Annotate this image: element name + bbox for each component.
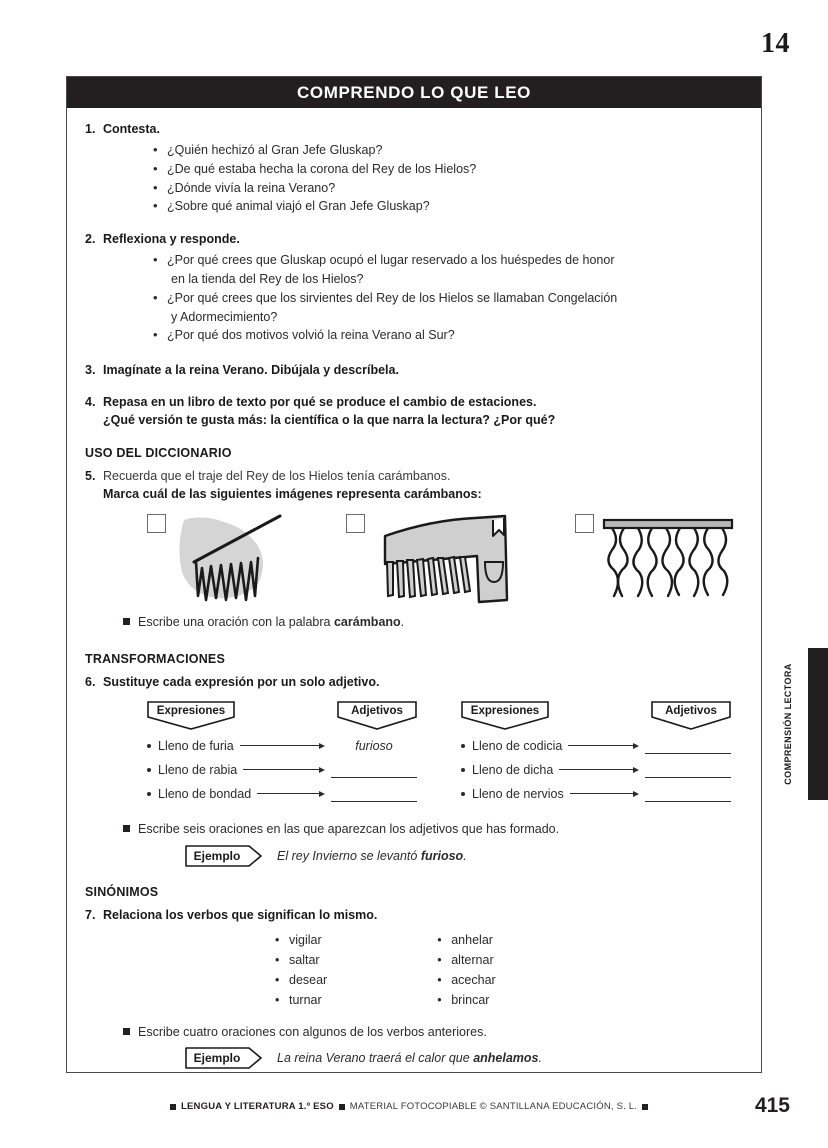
bullet-dot-icon — [461, 768, 465, 772]
exercise-2-title: Reflexiona y responde. — [103, 232, 240, 247]
list-item-line2: en la tienda del Rey de los Hielos? — [171, 272, 364, 286]
list-item[interactable]: • acechar — [437, 970, 495, 990]
tab-label-expresiones: Expresiones — [470, 704, 540, 717]
example-text-1-pre: El rey Invierno se levantó — [277, 848, 421, 863]
square-bullet-icon — [339, 1104, 345, 1110]
adjective-answer-blank[interactable] — [331, 762, 417, 778]
exercise-1 — [85, 120, 743, 216]
exercise-2-questions — [85, 251, 743, 345]
square-bullet-icon — [170, 1104, 176, 1110]
transformations-right-rows — [461, 736, 731, 804]
list-item[interactable]: • anhelar — [437, 930, 495, 950]
square-bullet-icon — [642, 1104, 648, 1110]
checkbox-option-3[interactable] — [575, 514, 594, 533]
transformations-left-rows — [147, 736, 417, 804]
list-item — [153, 289, 743, 327]
list-item: • ¿De qué estaba hecha la corona del Rey de los Hielos? — [153, 160, 743, 179]
exercise-1-number: 1. — [85, 122, 96, 136]
list-item[interactable]: • saltar — [275, 950, 327, 970]
example-text-2-pre: La reina Verano traerá el calor que — [277, 1051, 474, 1066]
instruction-seis-oraciones — [123, 820, 743, 839]
exercise-2-head — [85, 230, 743, 248]
exercise-3 — [85, 361, 743, 379]
synonyms-column-2 — [437, 930, 495, 1011]
expression-text: Lleno de dicha — [472, 762, 554, 777]
tab-label-adjetivos: Adjetivos — [665, 704, 717, 717]
example-text-1-post: . — [463, 848, 467, 863]
transformations-tables — [147, 701, 743, 808]
checkbox-option-1[interactable] — [147, 514, 166, 533]
example-label-2: Ejemplo — [193, 1051, 241, 1066]
table-row — [461, 736, 731, 756]
icicles-roof-icon — [172, 512, 290, 607]
bullet-dot-icon — [147, 792, 151, 796]
example-text-2 — [277, 1051, 542, 1065]
table-row — [461, 760, 731, 780]
list-item: • ¿Quién hechizó al Gran Jefe Gluskap? — [153, 141, 743, 160]
exercise-7 — [85, 906, 743, 924]
table-row — [147, 784, 417, 804]
arrow-icon — [237, 767, 331, 773]
list-item-line2: y Adormecimiento? — [171, 309, 278, 324]
exercise-1-questions — [85, 141, 743, 216]
instruction-carambano-post: . — [400, 614, 405, 629]
example-text-1-bold: furioso — [420, 848, 464, 863]
exercise-3-number: 3. — [85, 363, 96, 377]
square-bullet-icon — [123, 825, 130, 832]
banner-title: COMPRENDO LO QUE LEO — [67, 77, 761, 108]
page-number-bottom: 415 — [754, 1094, 790, 1117]
footer-part1: LENGUA Y LITERATURA 1.º ESO — [181, 1101, 334, 1112]
adjective-answer[interactable]: furioso — [355, 738, 393, 753]
list-item[interactable]: • brincar — [437, 990, 495, 1010]
table-row — [461, 784, 731, 804]
arrow-icon — [251, 791, 331, 797]
example-row-2 — [185, 1047, 743, 1069]
list-item[interactable]: • alternar — [437, 950, 495, 970]
instruction-carambano — [123, 613, 743, 632]
image-option-2[interactable] — [346, 512, 519, 607]
image-option-3[interactable] — [575, 512, 738, 607]
exercise-3-title: Imagínate a la reina Verano. Dibújala y descríbela. — [103, 363, 399, 377]
tab-adjetivos-right — [651, 701, 731, 730]
table-row — [147, 760, 417, 780]
footer-part2: MATERIAL FOTOCOPIABLE © SANTILLANA EDUCACIÓN, S. L. — [349, 1101, 638, 1112]
expression-text: Lleno de nervios — [472, 786, 564, 801]
exercise-6-number: 6. — [85, 674, 96, 689]
section-heading-sinonimos: SINÓNIMOS — [85, 884, 159, 899]
expression-text: Lleno de codicia — [472, 738, 563, 753]
arrow-icon — [562, 743, 645, 749]
example-text-2-post: . — [538, 1051, 542, 1066]
exercise-7-head — [85, 906, 743, 924]
transformations-right-headers — [461, 701, 731, 730]
adjective-answer-blank[interactable] — [331, 786, 417, 802]
transformations-left-block — [147, 701, 417, 808]
transformations-right-block — [461, 701, 731, 808]
tab-expresiones-left — [147, 701, 235, 730]
arrow-icon — [564, 791, 645, 797]
fringed-banner-icon — [371, 512, 519, 607]
table-row — [147, 736, 417, 756]
adjective-answer-blank[interactable] — [645, 786, 731, 802]
tab-label-adjetivos: Adjetivos — [351, 704, 403, 717]
instruction-cuatro-oraciones-text: Escribe cuatro oraciones con algunos de los verbos anteriores. — [138, 1024, 487, 1039]
example-row-1 — [185, 845, 743, 867]
exercise-5-number: 5. — [85, 469, 96, 483]
bullet-dot-icon — [461, 792, 465, 796]
arrow-icon — [553, 767, 645, 773]
exercise-6-head — [85, 673, 743, 691]
image-option-1[interactable] — [147, 512, 290, 607]
synonyms-column-1 — [275, 930, 327, 1011]
worksheet-content — [67, 108, 761, 1069]
instruction-carambano-bold: carámbano — [333, 614, 401, 629]
exercise-4-number: 4. — [85, 395, 96, 410]
section-heading-transformaciones: TRANSFORMACIONES — [85, 651, 226, 666]
checkbox-option-2[interactable] — [346, 514, 365, 533]
exercise-4-head — [85, 393, 743, 411]
arrow-icon — [234, 743, 331, 749]
synonyms-columns — [275, 930, 743, 1011]
example-label-1: Ejemplo — [193, 848, 241, 863]
exercise-5-line2: Marca cuál de las siguientes imágenes representa carámbanos: — [103, 487, 482, 502]
example-text-2-bold: anhelamos — [473, 1051, 539, 1066]
exercise-2-number: 2. — [85, 232, 96, 247]
exercise-4-title: Repasa en un libro de texto por qué se produce el cambio de estaciones. — [103, 395, 537, 410]
footer-credit — [170, 1101, 648, 1112]
exercise-6 — [85, 673, 743, 691]
list-item[interactable]: • turnar — [275, 990, 327, 1010]
square-bullet-icon — [123, 618, 130, 625]
wavy-strands-icon — [600, 512, 738, 607]
instruction-seis-oraciones-text: Escribe seis oraciones en las que aparezcan los adjetivos que has formado. — [138, 821, 560, 836]
exercise-4 — [85, 393, 743, 430]
example-tab-1 — [185, 845, 263, 867]
example-text-1 — [277, 849, 467, 863]
side-tab-bar — [808, 648, 828, 800]
bullet-dot-icon — [461, 744, 465, 748]
side-tab-label: COMPRENSIÓN LECTORA — [783, 663, 793, 785]
worksheet-frame — [66, 76, 762, 1073]
exercise-1-title: Contesta. — [103, 122, 160, 136]
list-item-line1: ¿Por qué crees que los sirvientes del Rey de los Hielos se llamaban Congelación — [167, 290, 618, 305]
exercise-6-title: Sustituye cada expresión por un solo adjetivo. — [103, 674, 380, 689]
tab-adjetivos-left — [337, 701, 417, 730]
bullet-dot-icon — [147, 768, 151, 772]
exercise-7-number: 7. — [85, 907, 96, 922]
list-item: • ¿Por qué dos motivos volvió la reina Verano al Sur? — [153, 326, 743, 345]
page-footer — [0, 1094, 828, 1128]
page-number-top: 14 — [761, 28, 790, 59]
instruction-cuatro-oraciones — [123, 1023, 743, 1042]
adjective-answer-blank[interactable] — [645, 762, 731, 778]
exercise-4-line2: ¿Qué versión te gusta más: la científica o la que narra la lectura? ¿Por qué? — [103, 413, 556, 428]
exercise-5-title: Recuerda que el traje del Rey de los Hielos tenía carámbanos. — [103, 469, 451, 483]
exercise-7-title: Relaciona los verbos que significan lo mismo. — [103, 907, 378, 922]
tab-expresiones-right — [461, 701, 549, 730]
list-item: • ¿Sobre qué animal viajó el Gran Jefe Gluskap? — [153, 197, 743, 216]
list-item[interactable]: • desear — [275, 970, 327, 990]
section-heading-diccionario: USO DEL DICCIONARIO — [85, 446, 232, 460]
tab-label-expresiones: Expresiones — [156, 704, 226, 717]
bullet-dot-icon — [147, 744, 151, 748]
exercise-1-head — [85, 120, 743, 138]
exercise-3-head — [85, 361, 743, 379]
instruction-carambano-pre: Escribe una oración con la palabra — [138, 614, 334, 629]
expression-text: Lleno de bondad — [158, 786, 252, 801]
transformations-left-headers — [147, 701, 417, 730]
exercise-5 — [85, 467, 743, 504]
expression-text: Lleno de rabia — [158, 762, 238, 777]
adjective-answer-blank[interactable] — [645, 738, 731, 754]
list-item-line1: ¿Por qué crees que Gluskap ocupó el lugar reservado a los huéspedes de honor — [167, 253, 615, 268]
carambano-image-options — [147, 512, 743, 607]
list-item[interactable]: • vigilar — [275, 930, 327, 950]
square-bullet-icon — [123, 1028, 130, 1035]
expression-text: Lleno de furia — [158, 738, 234, 753]
exercise-2 — [85, 230, 743, 345]
list-item: • ¿Dónde vivía la reina Verano? — [153, 179, 743, 198]
exercise-5-head — [85, 467, 743, 485]
example-tab-2 — [185, 1047, 263, 1069]
list-item — [153, 251, 743, 289]
